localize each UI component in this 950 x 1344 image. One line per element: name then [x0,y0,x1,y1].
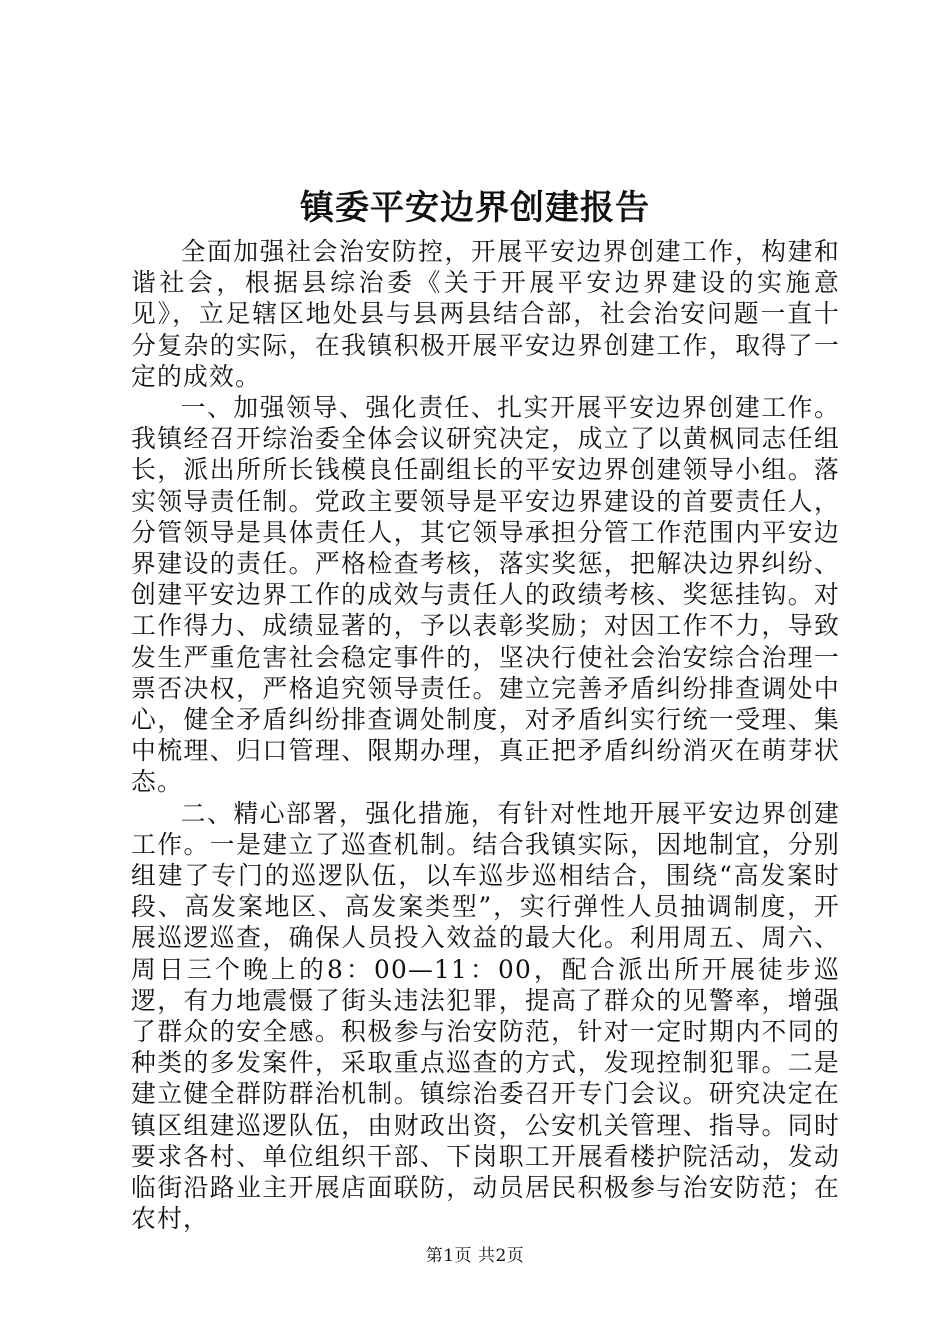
paragraph-section-2: 二、精心部署，强化措施，有针对性地开展平安边界创建工作。一是建立了巡查机制。结合我镇实际，因地制宜，分别组建了专门的巡逻队伍，以车巡步巡相结合，围绕“高发案时段、高发案地区、高发案类型”，实行弹性人员抽调制度，开展巡逻巡查，确保人员投入效益的最大化。利用周五、周六、周日三个晚上的8：00—11：00，配合派出所开展徒步巡逻，有力地震慑了街头违法犯罪，提高了群众的见警率，增强了群众的安全感。积极参与治安防范，针对一定时期内不同的种类的多发案件，采取重点巡查的方式，发现控制犯罪。二是建立健全群防群治机制。镇综治委召开专门会议。研究决定在镇区组建巡逻队伍，由财政出资，公安机关管理、指导。同时要求各村、单位组织干部、下岗职工开展看楼护院活动，发动临街沿路业主开展店面联防，动员居民积极参与治安防范；在农村， [131,798,840,1234]
document-body [131,236,840,1235]
paragraph-section-1: 一、加强领导、强化责任、扎实开展平安边界创建工作。我镇经召开综治委全体会议研究决定，成立了以黄枫同志任组长，派出所所长钱模良任副组长的平安边界创建领导小组。落实领导责任制。党政主要领导是平安边界建设的首要责任人，分管领导是具体责任人，其它领导承担分管工作范围内平安边界建设的责任。严格检查考核，落实奖惩，把解决边界纠纷、创建平安边界工作的成效与责任人的政绩考核、奖惩挂钩。对工作得力、成绩显著的，予以表彰奖励；对因工作不力，导致发生严重危害社会稳定事件的，坚决行使社会治安综合治理一票否决权，严格追究领导责任。建立完善矛盾纠纷排查调处中心，健全矛盾纠纷排查调处制度，对矛盾纠实行统一受理、集中梳理、归口管理、限期办理，真正把矛盾纠纷消灭在萌芽状态。 [131,393,840,797]
paragraph-intro: 全面加强社会治安防控，开展平安边界创建工作，构建和谐社会，根据县综治委《关于开展平安边界建设的实施意见》，立足辖区地处县与县两县结合部，社会治安问题一直十分复杂的实际，在我镇积极开展平安边界创建工作，取得了一定的成效。 [131,237,840,391]
page-number-footer: 第1页 共2页 [425,1246,525,1266]
document-title: 镇委平安边界创建报告 [300,188,650,228]
